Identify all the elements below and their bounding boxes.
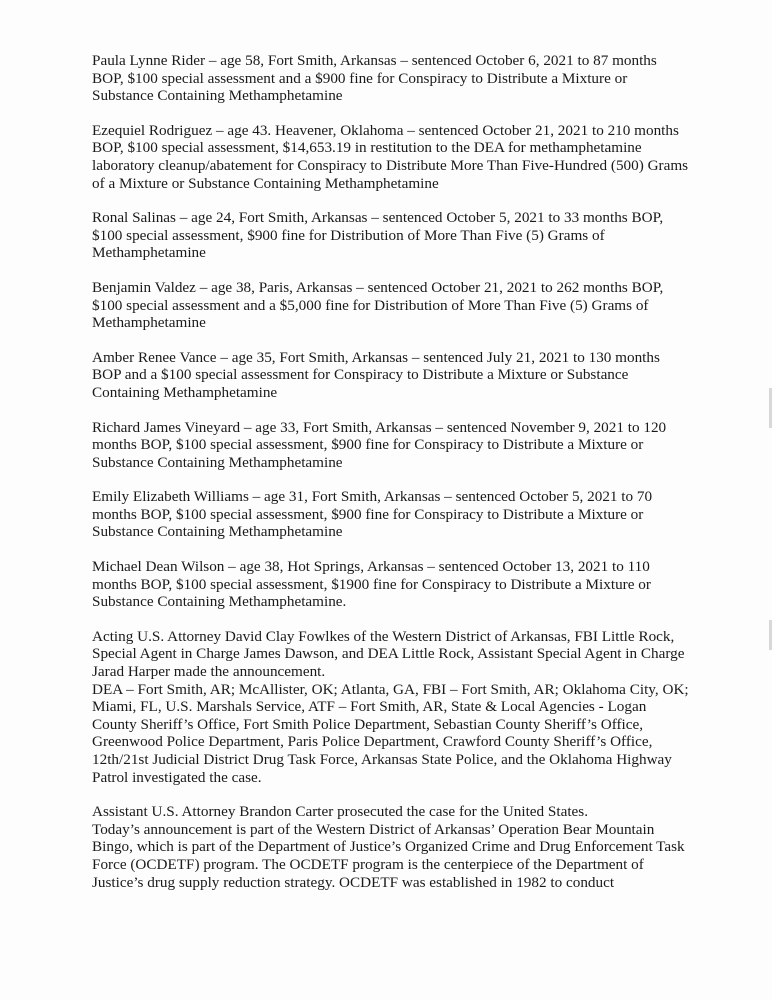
announcement-paragraph: Acting U.S. Attorney David Clay Fowlkes of the Western District of Arkansas, FBI Little Rock, Special Agent in Charge James Dawson, and DEA Little Rock, Assistant Special Agent in Charge Jarad Harper made the announcement. — [92, 627, 685, 681]
defendant-entry-valdez: Benjamin Valdez – age 38, Paris, Arkansas – sentenced October 21, 2021 to 262 months BOP, $100 special assessment and a $5,000 fine for Distribution of More Than Five (5) Grams of Methamphetamine — [92, 278, 664, 332]
defendant-entry-wilson: Michael Dean Wilson – age 38, Hot Springs, Arkansas – sentenced October 13, 2021 to 110 months BOP, $100 special assessment, $1900 fine for Conspiracy to Distribute a Mixture or Substance Containing Methamphetamine. — [92, 558, 651, 611]
defendant-entry-vineyard: Richard James Vineyard – age 33, Fort Smith, Arkansas – sentenced November 9, 2021 to 120 months BOP, $100 special assessment, $900 fine for Conspiracy to Distribute a Mixture or Substance Containing Methamphetamine — [92, 418, 667, 471]
defendant-entry-rodriguez: Ezequiel Rodriguez – age 43. Heavener, Oklahoma – sentenced October 21, 2021 to 210 months BOP, $100 special assessment, $14,653.19 in restitution to the DEA for methamphetamine laboratory cleanup/abatement for Conspiracy to Distribute More Than Five-Hundred (500) Grams of a Mixture or Substance Containing Methamphetamine — [92, 121, 689, 192]
defendant-entry-williams: Emily Elizabeth Williams – age 31, Fort Smith, Arkansas – sentenced October 5, 2021 to 70 months BOP, $100 special assessment, $900 fine for Conspiracy to Distribute a Mixture or Substance Containing Methamphetamine — [92, 488, 653, 541]
prosecutor-paragraph: Assistant U.S. Attorney Brandon Carter prosecuted the case for the United States. — [92, 803, 589, 821]
defendant-entry-vance: Amber Renee Vance – age 35, Fort Smith, Arkansas – sentenced July 21, 2021 to 130 months BOP and a $100 special assessment for Conspiracy to Distribute a Mixture or Substance Containing Methamphetamine — [92, 348, 660, 401]
ocdetf-paragraph: Today’s announcement is part of the Western District of Arkansas’ Operation Bear Mountain Bingo, which is part of the Department of Justice’s Organized Crime and Drug Enforcement Task Force (OCDETF) program. The OCDETF program is the centerpiece of the Department of Justice’s drug supply reduction strategy. OCDETF was established in 1982 to conduct — [92, 820, 685, 891]
defendant-entry-rider: Paula Lynne Rider – age 58, Fort Smith, Arkansas – sentenced October 6, 2021 to 87 months BOP, $100 special assessment and a $900 fine for Conspiracy to Distribute a Mixture or Substance Containing Methamphetamine — [92, 52, 657, 105]
paragraph-gap — [92, 786, 692, 803]
defendant-entry-salinas: Ronal Salinas – age 24, Fort Smith, Arkansas – sentenced October 5, 2021 to 33 months BOP, $100 special assessment, $900 fine for Distribution of More Than Five (5) Grams of Methamphetamine — [92, 209, 664, 262]
investigators-paragraph: DEA – Fort Smith, AR; McAllister, OK; Atlanta, GA, FBI – Fort Smith, AR; Oklahoma City, OK; Miami, FL, U.S. Marshals Service, ATF – Fort Smith, AR, State & Local Agencies - Logan County Sheriff’s Office, Fort Smith Police Department, Sebastian County Sheriff’s Office, Greenwood Police Department, Paris Police Department, Crawford County Sheriff’s Office, 12th/21st Judicial District Drug Task Force, Arkansas State Police, and the Oklahoma Highway Patrol investigated the case. — [92, 680, 689, 786]
document-body — [92, 52, 692, 891]
